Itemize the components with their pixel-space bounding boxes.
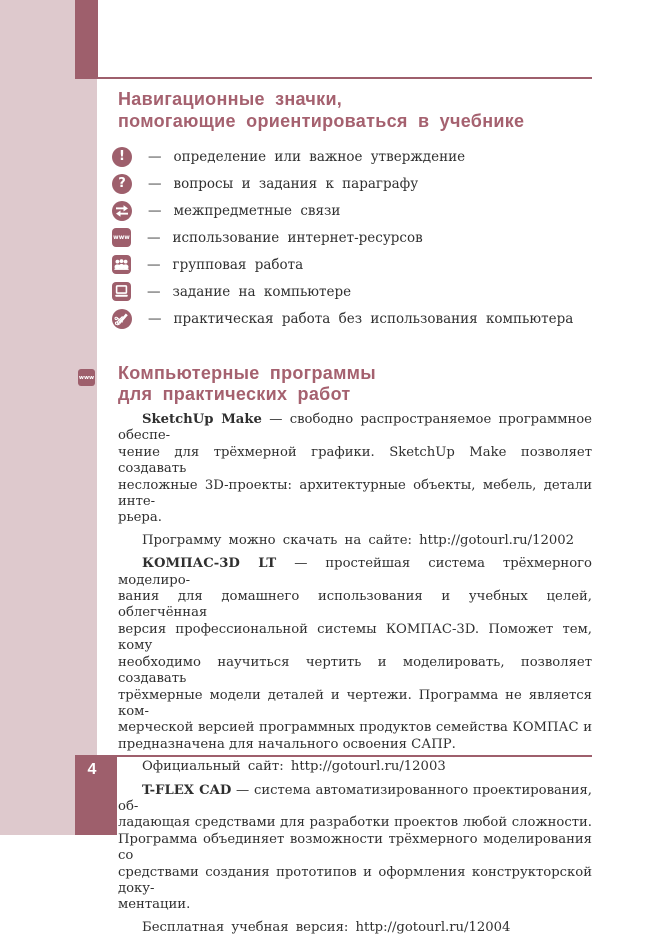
text-line: [118, 556, 592, 589]
nav-title-line2: помогающие ориентироваться в учебнике: [118, 111, 525, 131]
list-item: [112, 143, 592, 170]
nav-title-line1: Навигационные значки,: [118, 89, 343, 109]
question-icon: [112, 174, 132, 194]
list-item: [112, 170, 592, 197]
text-line: необходимо научиться чертить и моделировать, позволяет создавать: [118, 654, 592, 687]
group-icon-svg: [112, 255, 131, 274]
computer-icon-svg: [112, 282, 131, 301]
www-margin-icon-label: www: [78, 374, 95, 381]
free-version-line: Бесплатная учебная версия: http://gotourl.ru/12004: [142, 919, 511, 935]
nav-item-label: групповая работа: [172, 256, 304, 273]
program-name: T-FLEX CAD: [142, 782, 232, 798]
group-icon: [112, 255, 131, 274]
programs-title-line2: для практических работ: [118, 384, 351, 404]
page-content: [113, 86, 592, 942]
page-number-block: [75, 755, 117, 835]
text-fragment: — простейшая система трёхмерного моделиро-: [118, 556, 592, 588]
text-fragment: — система автоматизированного проектирования, об-: [118, 782, 592, 814]
nav-item-label: межпредметные связи: [173, 202, 341, 219]
list-item: [112, 251, 592, 278]
nav-item-label: практическая работа без использования компьютера: [173, 310, 574, 327]
exclamation-icon: [112, 147, 132, 167]
top-horizontal-rule: [75, 77, 592, 79]
paragraph-kompas: [118, 556, 592, 753]
dash: —: [147, 229, 161, 246]
nav-section-title: [118, 88, 592, 132]
text-line: ментации.: [118, 897, 191, 913]
official-site-line: Официальный сайт: http://gotourl.ru/12003: [142, 759, 446, 775]
arrows-icon-svg: [112, 201, 132, 221]
dash: —: [148, 175, 162, 192]
list-item: [112, 224, 592, 251]
computer-icon: [112, 282, 131, 301]
programs-section: [118, 363, 592, 936]
text-line: трёхмерные модели деталей и чертежи. Программа не является ком-: [118, 687, 592, 719]
www-margin-icon: [78, 369, 95, 386]
dash: —: [147, 283, 161, 300]
top-accent-block: [75, 0, 98, 78]
handwork-icon: [112, 309, 132, 329]
program-name: SketchUp Make: [142, 412, 262, 427]
programs-section-title: [118, 363, 592, 405]
www-icon: [112, 228, 131, 247]
nav-item-label: вопросы и задания к параграфу: [173, 175, 419, 192]
paragraph-sketchup: [118, 412, 592, 527]
text-line: версия профессиональной системы КОМПАС-3D. Поможет тем, кому: [118, 621, 592, 654]
question-glyph: ?: [118, 176, 126, 191]
text-line: предназначена для начального освоения САПР.: [118, 736, 456, 752]
text-line: ладающая средствами для разработки проектов любой сложности.: [118, 815, 592, 831]
nav-item-label: использование интернет-ресурсов: [172, 229, 423, 246]
dash: —: [148, 202, 162, 219]
text-line: [118, 412, 592, 445]
text-line: мерческой версией программных продуктов семейства КОМПАС и: [118, 720, 592, 736]
text-line: рьера.: [118, 510, 162, 526]
left-pink-margin: [0, 0, 97, 835]
dash: —: [147, 256, 161, 273]
www-glyph: www: [113, 233, 130, 241]
text-line: чение для трёхмерной графики. SketchUp Make позволяет создавать: [118, 444, 592, 477]
text-line: [118, 783, 592, 816]
nav-icon-list: [112, 143, 592, 332]
text-fragment: — свободно распространяемое программное обеспе-: [118, 412, 592, 444]
text-line: вания для домашнего использования и учебных целей, облегчённая: [118, 589, 592, 621]
list-item: [112, 278, 592, 305]
list-item: [112, 197, 592, 224]
text-line: Программа объединяет возможности трёхмерного моделирования со: [118, 831, 592, 864]
nav-item-label: определение или важное утверждение: [173, 148, 466, 165]
programs-title-line1: Компьютерные программы: [118, 363, 376, 383]
page-number: 4: [87, 761, 97, 778]
exclamation-glyph: !: [119, 149, 125, 164]
text-line: средствами создания прототипов и оформления конструкторской доку-: [118, 864, 592, 896]
list-item: [112, 305, 592, 332]
nav-item-label: задание на компьютере: [172, 283, 352, 300]
program-name: КОМПАС-3D LT: [142, 556, 277, 572]
arrows-icon: [112, 201, 132, 221]
dash: —: [148, 148, 162, 165]
handwork-icon-svg: [112, 309, 132, 329]
paragraph-tflex: [118, 783, 592, 914]
dash: —: [148, 310, 162, 327]
text-line: несложные 3D-проекты: архитектурные объекты, мебель, детали инте-: [118, 477, 592, 510]
download-link-line: Программу можно скачать на сайте: http://gotourl.ru/12002: [142, 532, 575, 548]
